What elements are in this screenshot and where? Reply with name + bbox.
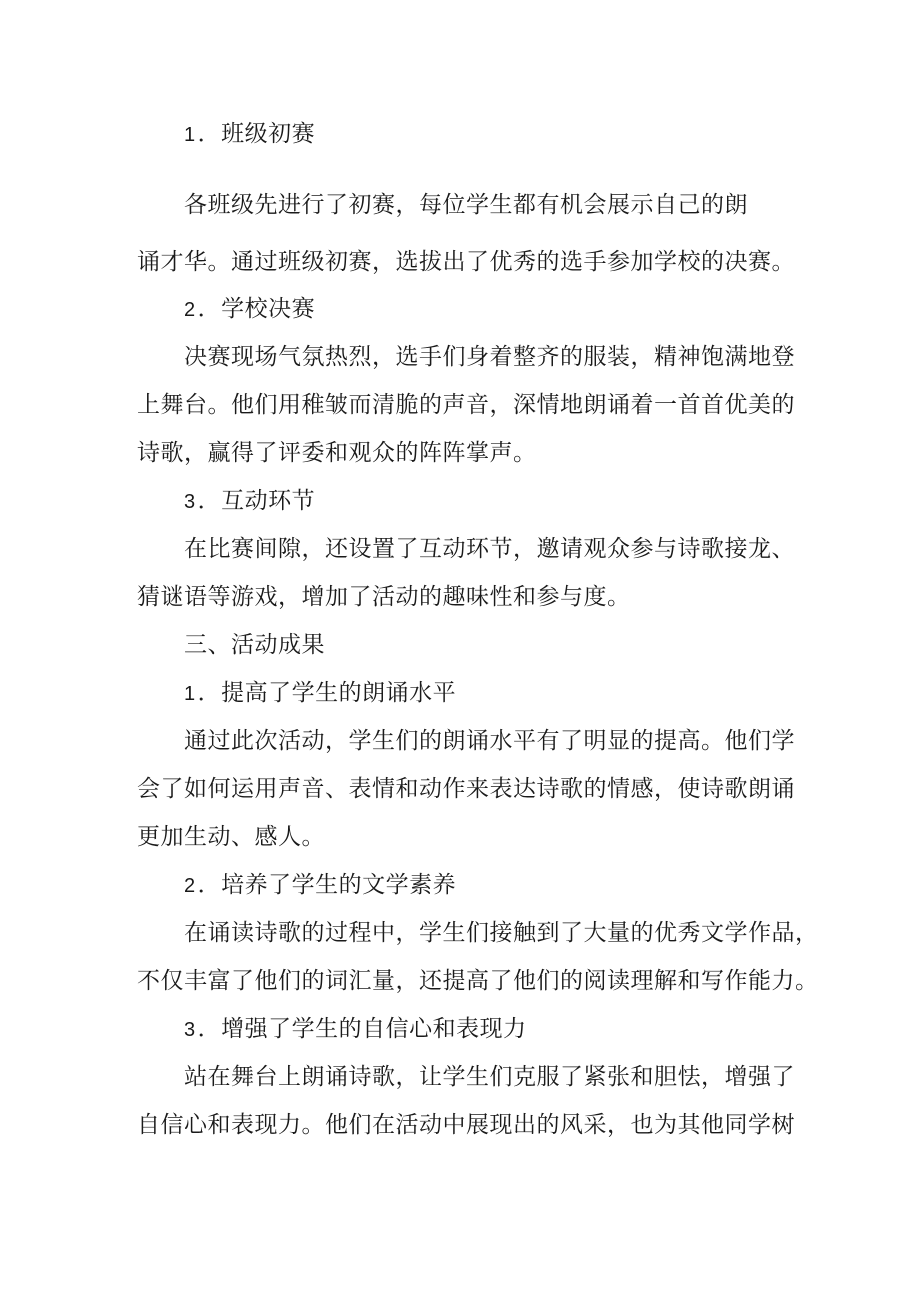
heading-interaction (184, 486, 315, 517)
paragraph-line: 站在舞台上朗诵诗歌，让学生们克服了紧张和胆怯，增强了 (184, 1064, 795, 1090)
paragraph-line: 各班级先进行了初赛，每位学生都有机会展示自己的朗 (184, 192, 748, 218)
heading-class-preliminary (184, 119, 315, 150)
paragraph-line: 在比赛间隙，还设置了互动环节，邀请观众参与诗歌接龙、 (184, 536, 795, 562)
paragraph-line: 诵才华。通过班级初赛，选拔出了优秀的选手参加学校的决赛。 (137, 249, 795, 275)
section-title: 三、活动成果 (184, 632, 325, 658)
paragraph-line: 会了如何运用声音、表情和动作来表达诗歌的情感，使诗歌朗诵 (137, 776, 795, 802)
heading-text: ．增强了学生的自信心和表现力 (197, 1016, 527, 1042)
paragraph-line: 不仅丰富了他们的词汇量，还提高了他们的阅读理解和写作能力。 (137, 968, 819, 994)
paragraph-line: 通过此次活动，学生们的朗诵水平有了明显的提高。他们学 (184, 728, 795, 754)
heading-text: ．班级初赛 (197, 121, 316, 147)
heading-number: 1 (184, 683, 196, 705)
paragraph-line: 猜谜语等游戏，增加了活动的趣味性和参与度。 (137, 584, 631, 610)
paragraph-line: 在诵读诗歌的过程中，学生们接触到了大量的优秀文学作品， (184, 920, 819, 946)
heading-confidence (184, 1014, 527, 1045)
heading-number: 3 (184, 1019, 196, 1041)
paragraph-line: 更加生动、感人。 (137, 824, 325, 850)
paragraph-line: 决赛现场气氛热烈，选手们身着整齐的服装，精神饱满地登 (184, 344, 795, 370)
heading-text: ．互动环节 (197, 488, 316, 514)
heading-number: 2 (184, 875, 196, 897)
heading-text: ．学校决赛 (197, 296, 316, 322)
paragraph-line: 自信心和表现力。他们在活动中展现出的风采，也为其他同学树 (137, 1112, 795, 1138)
paragraph-line: 诗歌，赢得了评委和观众的阵阵掌声。 (137, 440, 537, 466)
heading-number: 2 (184, 299, 196, 321)
heading-number: 1 (184, 124, 196, 146)
paragraph-line: 上舞台。他们用稚皱而清脆的声音，深情地朗诵着一首首优美的 (137, 392, 795, 418)
heading-literary-literacy (184, 870, 456, 901)
heading-recitation-level (184, 678, 456, 709)
heading-school-final (184, 294, 315, 325)
heading-number: 3 (184, 491, 196, 513)
heading-text: ．提高了学生的朗诵水平 (197, 680, 457, 706)
heading-text: ．培养了学生的文学素养 (197, 872, 457, 898)
